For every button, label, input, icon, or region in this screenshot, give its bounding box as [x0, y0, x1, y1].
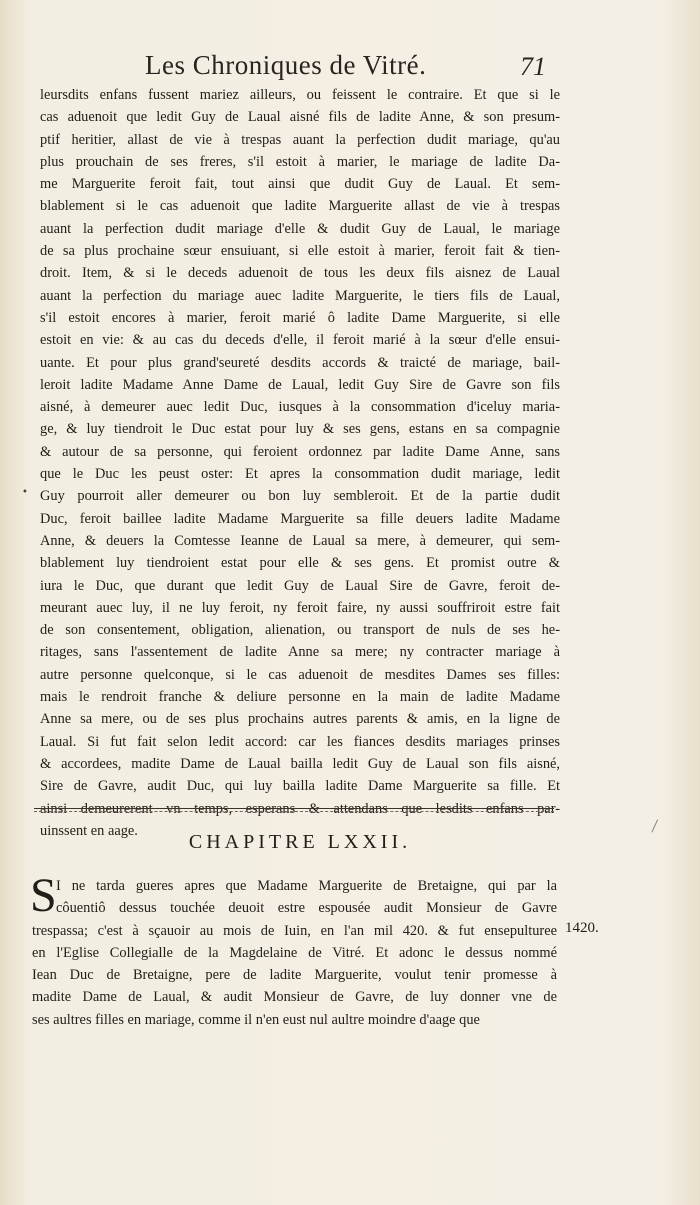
running-title: Les Chroniques de Vitré. — [145, 50, 427, 80]
text-line: Sire de Gavre, audit Duc, qui luy bailla ladite Dame Marguerite sa fille. Et — [40, 778, 560, 795]
chapter-line: Iean Duc de Bretaigne, pere de ladite Marguerite, voulut tenir promesse à — [32, 967, 557, 984]
text-line: droit. Item, & si le deceds aduenoit de tous les deux fils aisnez de Laual — [40, 265, 560, 282]
chapter-text — [32, 875, 557, 1031]
text-line: ptif heritier, allast de vie à trespas auant la perfection dudit mariage, qu'au — [40, 131, 560, 148]
text-line: meurant auec luy, il ne luy feroit, ny feroit faire, ny aussi souffriroit estre fait — [40, 599, 560, 616]
text-line: & autour de sa personne, qui feroient ordonnez par ladite Dame Anne, sans — [40, 443, 560, 460]
margin-date: 1420. — [565, 920, 599, 936]
page-number: 71 — [520, 52, 546, 81]
chapter-title: CHAPITRE LXXII. — [188, 831, 412, 853]
chapter-line: trespassa; c'est à sçauoir au mois de Iuin, en l'an mil 420. & fut ensepulturee — [32, 922, 557, 939]
text-line: Anne sa mere, ou de ses plus prochains autres parents & amis, en la ligne de — [40, 711, 560, 728]
text-line: auant la perfection dudit mariage d'elle & dudit Guy de Laual, le mariage — [40, 220, 560, 237]
text-line: cas aduenoit que ledit Guy de Laual aisné fils de ladite Anne, & son presum- — [40, 109, 560, 126]
text-line: ritages, sans l'assentement de ladite Anne sa mere; ny contracter mariage à — [40, 644, 560, 661]
margin-mark: • — [22, 487, 28, 498]
text-line: aisné, à demeurer auec ledit Duc, iusques à la consommation d'iceluy maria- — [40, 399, 560, 416]
text-line: Anne, & deuers la Comtesse Ieanne de Laual sa mere, à demeurer, qui sem- — [40, 532, 560, 549]
text-line: mais le rendroit franche & deliure personne en la main de ladite Madame — [40, 689, 560, 706]
text-line: Laual. Si fut fait selon ledit accord: car les fiances desdits mariages prinses — [40, 733, 560, 750]
text-line: me Marguerite feroit fait, tout ainsi que dudit Guy de Laual. Et sem- — [40, 176, 560, 193]
chapter-line: I ne tarda gueres apres que Madame Marguerite de Bretaigne, qui par la — [56, 878, 557, 894]
chapter-line: côuentiô dessus touchée deuoit estre espousée audit Monsieur de Gavre — [56, 900, 557, 917]
text-line: blablement luy tiendroient estat pour elle & ses gens. Et promist outre & — [40, 555, 560, 572]
section-rule — [34, 808, 554, 809]
text-line: estoit en vie: & au cas du deceds d'elle, il feroit marié à la sœur d'elle ensui- — [40, 332, 560, 349]
text-line: Guy pourroit aller demeurer ou bon luy sembleroit. Et de la partie dudit — [40, 488, 560, 505]
text-line: & accordees, madite Dame de Laual bailla ledit Guy de Laual son fils aisné, — [40, 755, 560, 772]
body-text — [40, 84, 560, 842]
text-line: ge, & luy tiendroit le Duc estat pour luy & ses gens, estans en sa compagnie — [40, 421, 560, 438]
chapter-line: en l'Eglise Collegialle de la Magdelaine de Vitré. Et adonc le dessus nommé — [32, 944, 557, 961]
text-line: leroit ladite Madame Anne Dame de Laual, ledit Guy Sire de Gavre son fils — [40, 376, 560, 393]
text-line: uante. Et pour plus grand'seureté desdits accords & traicté de mariage, bail- — [40, 354, 560, 371]
text-line: que le Duc les peust oster: Et apres la consommation dudit mariage, ledit — [40, 466, 560, 483]
text-line: s'il estoit encores à marier, feroit marié ô ladite Dame Marguerite, si elle — [40, 309, 560, 326]
text-line: leursdits enfans fussent mariez ailleurs, ou feissent le contraire. Et que si le — [40, 87, 560, 103]
text-line: de sa plus prochaine sœur ensuiuant, si elle estoit à marier, feroit fait & tien- — [40, 243, 560, 260]
text-line: iura le Duc, que durant que ledit Guy de Laual Sire de Gavre, feroit de- — [40, 577, 560, 594]
text-line: Duc, feroit baillee ladite Madame Marguerite sa fille deuers ladite Madame — [40, 510, 560, 527]
chapter-line: madite Dame de Laual, & audit Monsieur de Gavre, de luy donner vne de — [32, 989, 557, 1006]
ink-stroke — [651, 819, 662, 834]
text-line: ainsi demeurerent vn temps, esperans & attendans que lesdits enfans par- — [40, 800, 560, 817]
text-line: plus prouchain de ses freres, s'il estoit à marier, le mariage de ladite Da- — [40, 153, 560, 170]
text-line: blablement si le cas aduenoit que ladite Marguerite allast de vie à trespas — [40, 198, 560, 215]
drop-cap: S — [30, 869, 57, 922]
text-line: auant la perfection du mariage auec ladite Marguerite, le tiers fils de Laual, — [40, 287, 560, 304]
text-line: uinssent en aage. — [40, 822, 138, 839]
chapter-line: ses aultres filles en mariage, comme il n'en eust nul aultre moindre d'aage que — [32, 1011, 480, 1028]
text-line: de son consentement, obligation, alienation, ou transport de nuls de ses he- — [40, 622, 560, 639]
page-header — [0, 50, 700, 84]
text-line: autre personne quelconque, si le cas aduenoit de mesdites Dames ses filles: — [40, 666, 560, 683]
